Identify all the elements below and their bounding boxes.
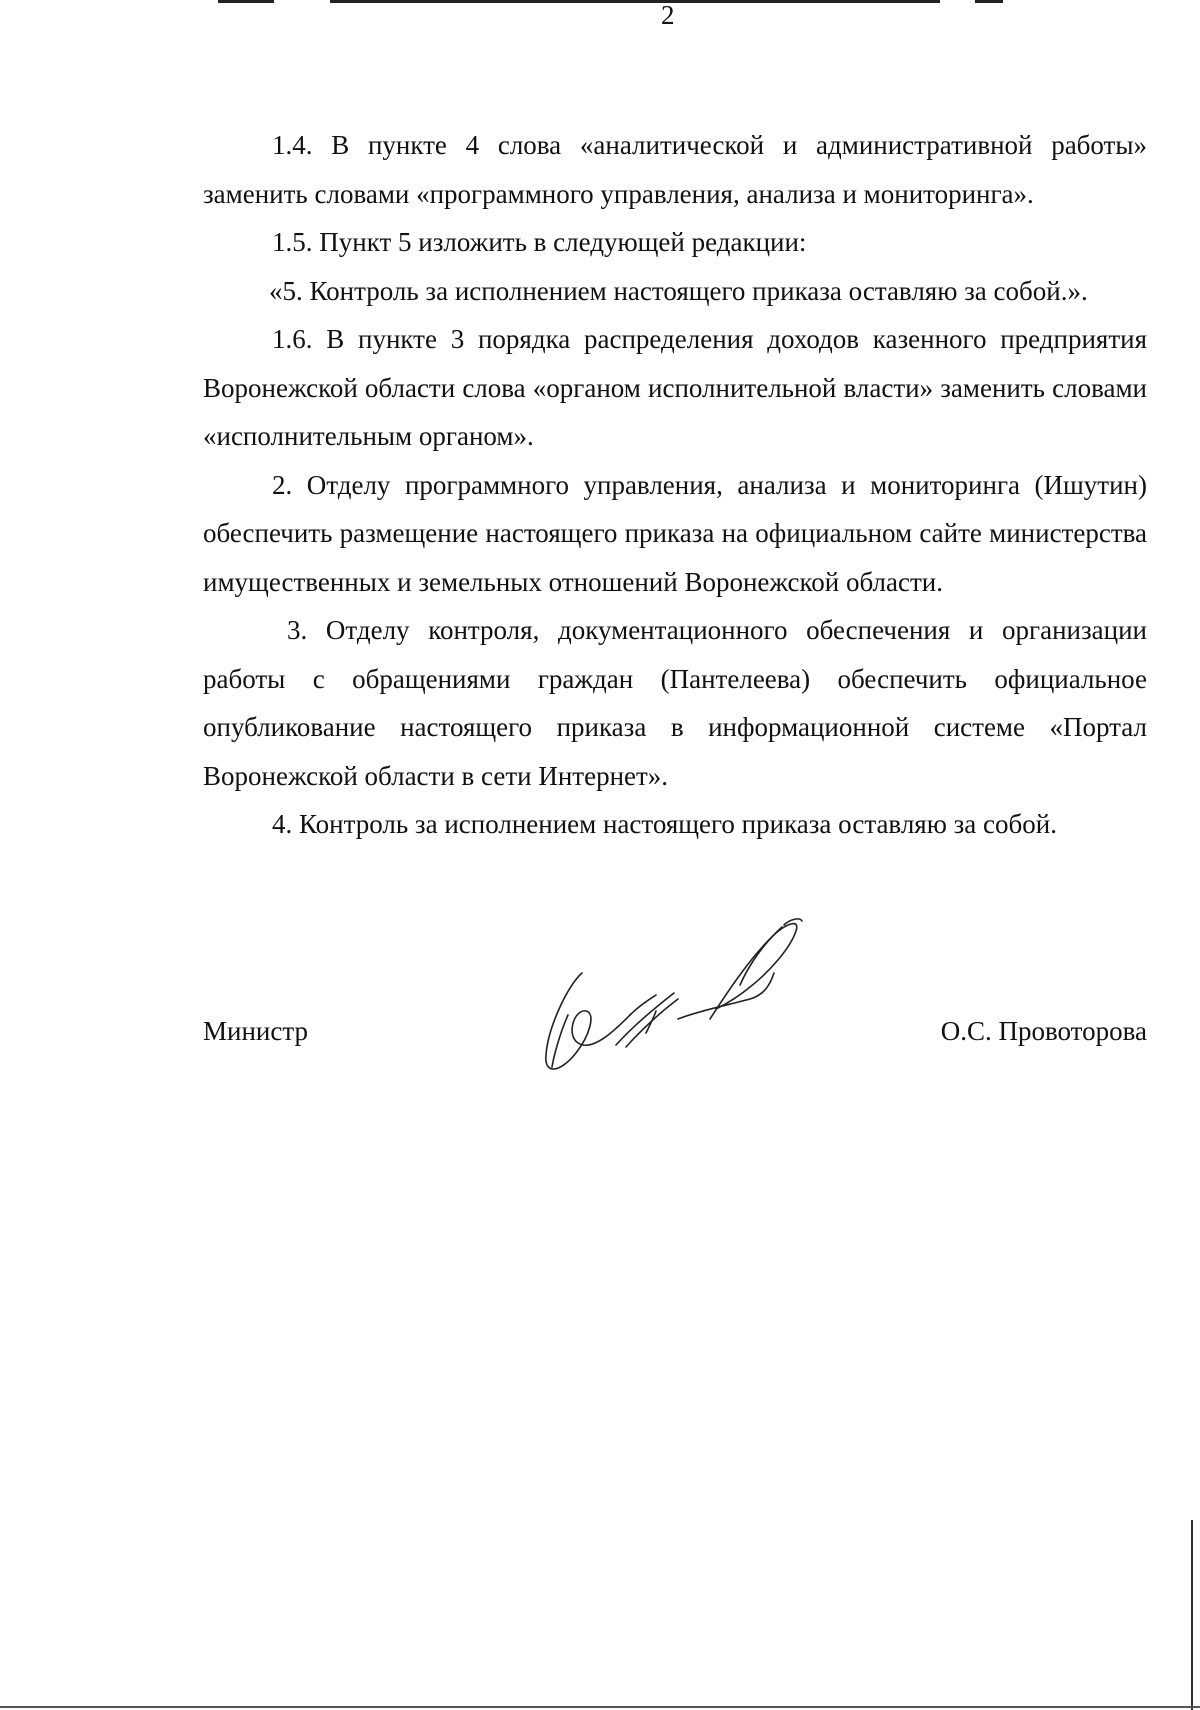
signer-position: Министр	[203, 1016, 308, 1046]
scan-edge-top-right	[975, 0, 1003, 3]
paragraph-1-4: 1.4. В пункте 4 слова «аналитической и административной работы» заменить словами «программного управления, анализа и мониторинга».	[203, 130, 1147, 209]
document-body	[203, 121, 1147, 849]
paragraph-2: 2. Отделу программного управления, анализа и мониторинга (Ишутин) обеспечить размещение настоящего приказа на официальном сайте министерства имущественных и земельных отношений Воронежской области.	[203, 469, 1147, 597]
scan-edge-top-mid	[330, 0, 940, 3]
paragraph-4: 4. Контроль за исполнением настоящего приказа оставляю за собой.	[272, 809, 1057, 839]
signature-block	[203, 1010, 1147, 1060]
paragraph-3: 3. Отделу контроля, документационного обеспечения и организации работы с обращениями граждан (Пантелеева) обеспечить официальное опубликование настоящего приказа в информационной системе «Портал Воронежской области в сети Интернет».	[203, 615, 1147, 791]
scan-edge-right	[1191, 1520, 1193, 1710]
scan-edge-bottom	[0, 1706, 1200, 1708]
page-number: 2	[661, 0, 675, 30]
paragraph-1-5-quote: «5. Контроль за исполнением настоящего приказа оставляю за собой.».	[269, 275, 1088, 306]
signer-name: О.С. Провоторова	[940, 1016, 1147, 1046]
scan-edge-top-left	[218, 0, 274, 3]
paragraph-1-6: 1.6. В пункте 3 порядка распределения доходов казенного предприятия Воронежской области слова «органом исполнительной власти» заменить словами «исполнительным органом».	[203, 324, 1147, 451]
paragraph-1-5: 1.5. Пункт 5 изложить в следующей редакции:	[272, 227, 807, 257]
